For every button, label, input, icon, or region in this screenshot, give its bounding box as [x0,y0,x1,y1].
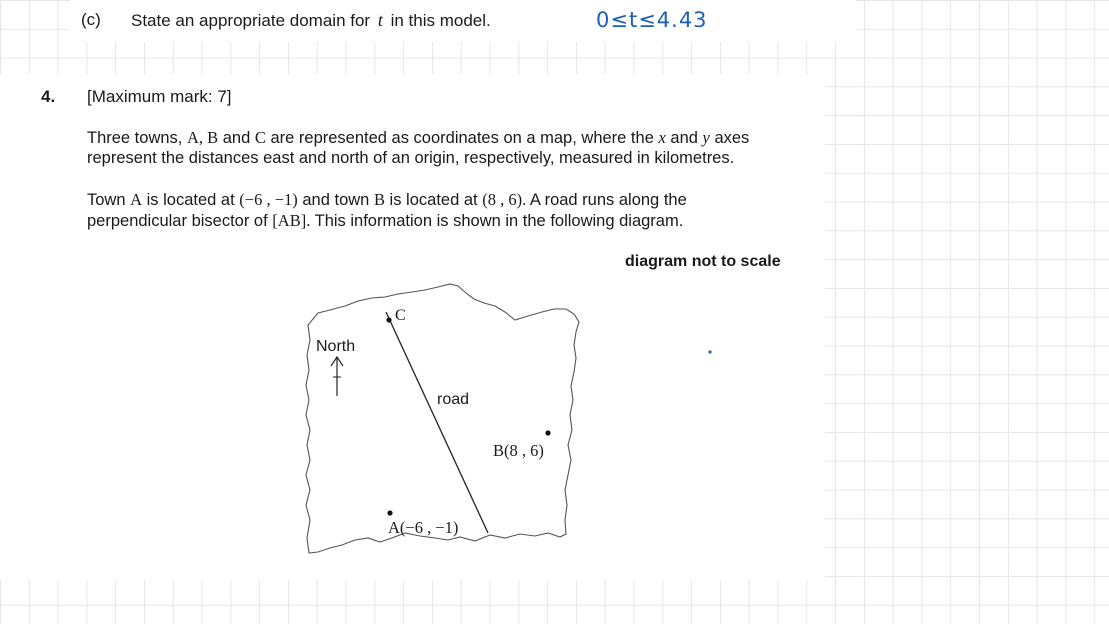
math-run: [AB]. [272,211,311,230]
text-run: and [670,129,698,147]
math-run: x [658,128,666,147]
text-run: and [222,129,251,147]
point-c [386,317,391,322]
part-c-prefix: State an appropriate domain for [131,11,371,30]
text-run: and town [302,191,370,209]
question-number: 4. [41,87,56,106]
part-c-suffix: in this model. [390,11,491,30]
point-b [545,430,550,435]
point-a [387,510,392,515]
label-north: North [316,338,356,355]
text-run: This information is shown in the following diagram. [314,212,684,230]
part-c-variable: t [377,10,383,30]
text-run: is located at [146,191,235,209]
math-run: (−6 , −1) [239,190,298,209]
para1-line2: represent the distances east and north of an origin, respectively, measured in kilometres. [87,149,735,167]
text-run: are represented as coordinates on a map, where the [270,129,654,147]
stray-ink-dot [708,350,711,353]
text-run: Three towns, [87,129,183,147]
text-run: perpendicular bisector of [87,212,268,230]
part-label: (c) [81,10,101,29]
math-run: A, B [186,128,219,147]
text-run: Town [87,191,126,209]
scale-note: diagram not to scale [625,253,781,270]
math-run: A [130,190,143,209]
label-b: B(8 , 6) [493,441,544,460]
text-run: axes [714,129,750,147]
road-line [386,312,488,533]
label-road: road [437,391,470,408]
math-run: B [373,190,385,209]
math-run: (8 , 6). [482,190,527,209]
math-run: y [702,128,710,147]
math-run: C [254,128,266,147]
torn-map-border [306,284,579,553]
text-run: is located at [389,191,478,209]
label-c: C [395,307,406,324]
label-a: A(−6 , −1) [388,518,459,537]
handwritten-answer: 0≤t≤4.43 [596,8,708,32]
text-run: A road runs along the [529,191,687,209]
max-mark: [Maximum mark: 7] [87,87,232,106]
